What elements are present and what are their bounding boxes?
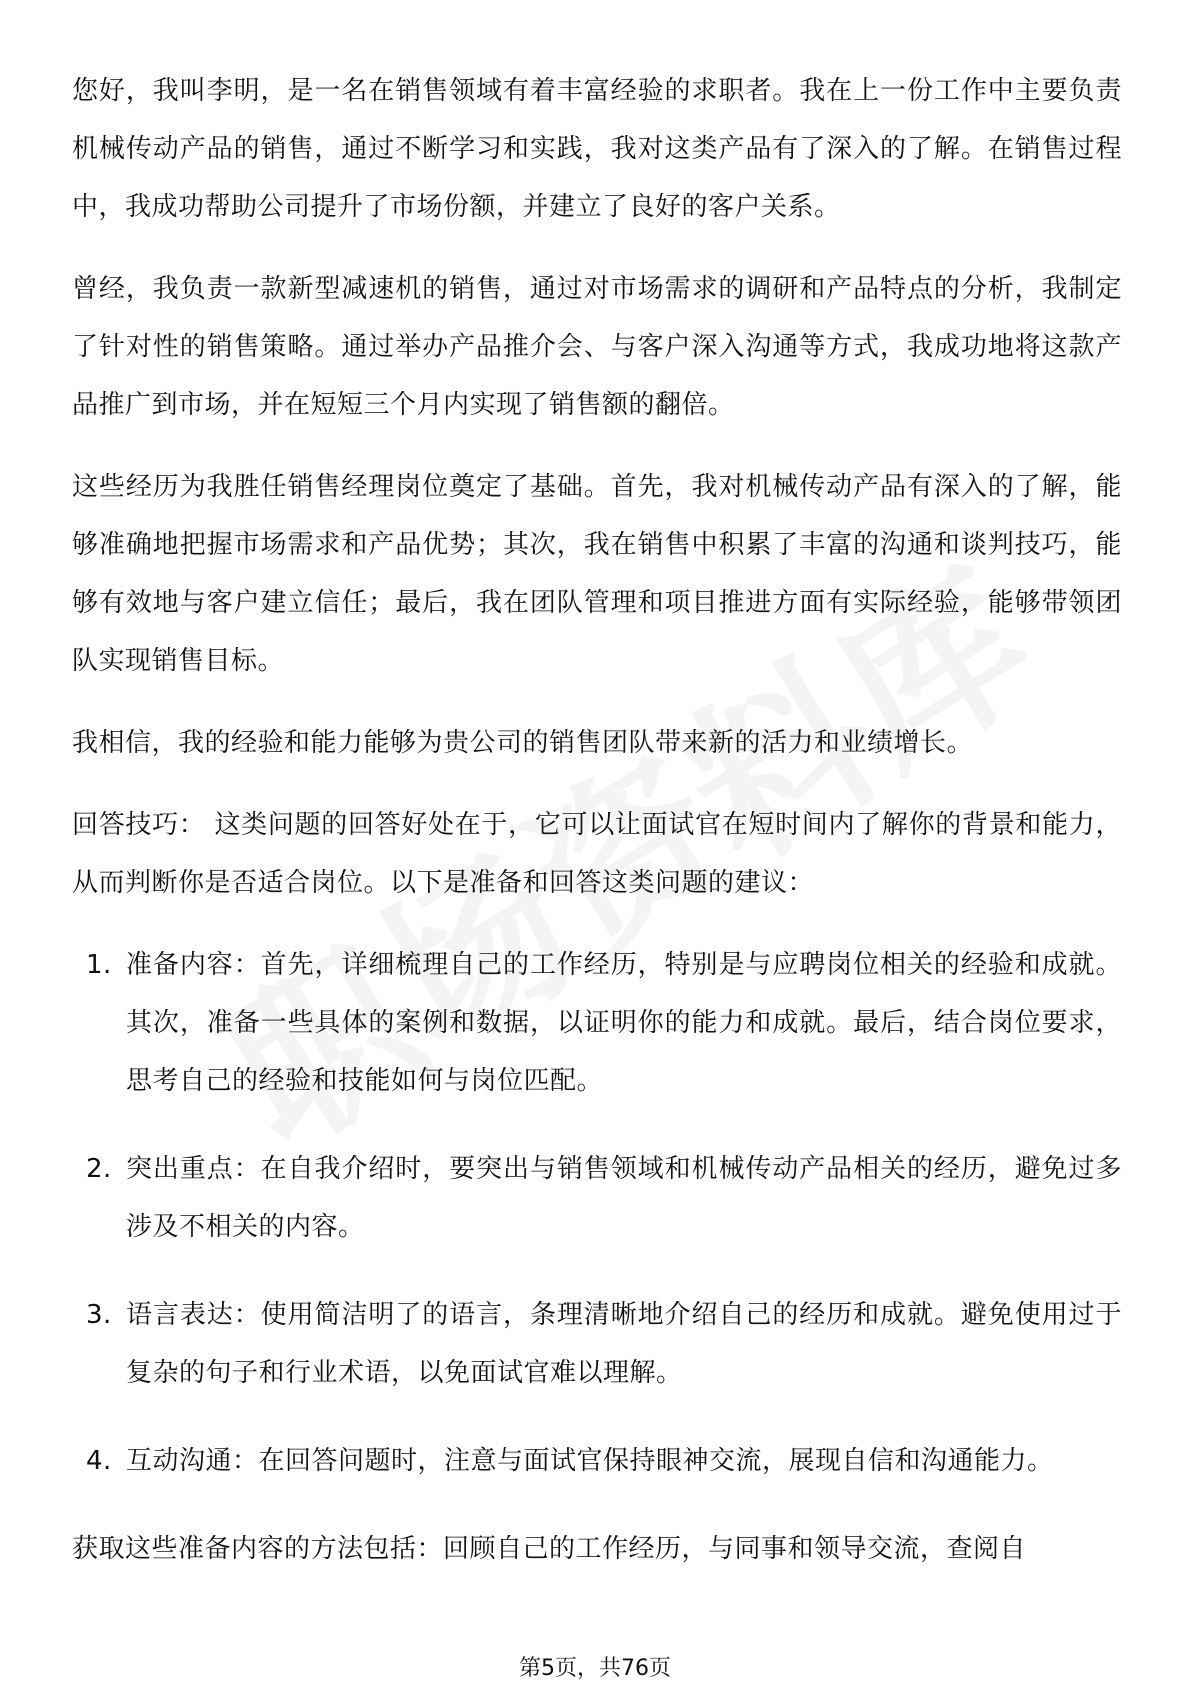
tips-list [72,936,1122,1490]
list-item-text: 语言表达：使用简洁明了的语言，条理清晰地介绍自己的经历和成就。避免使用过于复杂的句子和行业术语，以免面试官难以理解。 [126,1300,1122,1388]
list-item-number: 4. [86,1446,112,1476]
list-item-number: 1. [86,950,112,980]
list-item-number: 3. [86,1300,112,1330]
list-item-number: 2. [86,1154,112,1184]
list-item [72,1432,1122,1490]
document-body [72,62,1122,1602]
list-item [72,1140,1122,1256]
paragraph-closing: 获取这些准备内容的方法包括：回顾自己的工作经历，与同事和领导交流，查阅自 [72,1534,1027,1564]
paragraph-conclusion: 我相信，我的经验和能力能够为贵公司的销售团队带来新的活力和业绩增长。 [72,728,974,758]
paragraph-answer-tips: 回答技巧： 这类问题的回答好处在于，它可以让面试官在短时间内了解你的背景和能力，从而判断你是否适合岗位。以下是准备和回答这类问题的建议： [72,810,1122,898]
list-item-text: 突出重点：在自我介绍时，要突出与销售领域和机械传动产品相关的经历，避免过多涉及不相关的内容。 [126,1154,1122,1242]
list-item-text: 互动沟通：在回答问题时，注意与面试官保持眼神交流，展现自信和沟通能力。 [126,1446,1054,1476]
paragraph-qualifications: 这些经历为我胜任销售经理岗位奠定了基础。首先，我对机械传动产品有深入的了解，能够准确地把握市场需求和产品优势；其次，我在销售中积累了丰富的沟通和谈判技巧，能够有效地与客户建立信任；最后，我在团队管理和项目推进方面有实际经验，能够带领团队实现销售目标。 [72,472,1122,676]
list-item-text: 准备内容：首先，详细梳理自己的工作经历，特别是与应聘岗位相关的经验和成就。其次，准备一些具体的案例和数据，以证明你的能力和成就。最后，结合岗位要求，思考自己的经验和技能如何与岗位匹配。 [126,950,1122,1096]
list-item [72,936,1122,1110]
paragraph-experience: 曾经，我负责一款新型减速机的销售，通过对市场需求的调研和产品特点的分析，我制定了针对性的销售策略。通过举办产品推介会、与客户深入沟通等方式，我成功地将这款产品推广到市场，并在短短三个月内实现了销售额的翻倍。 [72,274,1122,420]
paragraph-intro: 您好，我叫李明，是一名在销售领域有着丰富经验的求职者。我在上一份工作中主要负责机械传动产品的销售，通过不断学习和实践，我对这类产品有了深入的了解。在销售过程中，我成功帮助公司提升了市场份额，并建立了良好的客户关系。 [72,76,1122,222]
list-item [72,1286,1122,1402]
page-number-footer: 第5页，共76页 [519,1656,671,1681]
